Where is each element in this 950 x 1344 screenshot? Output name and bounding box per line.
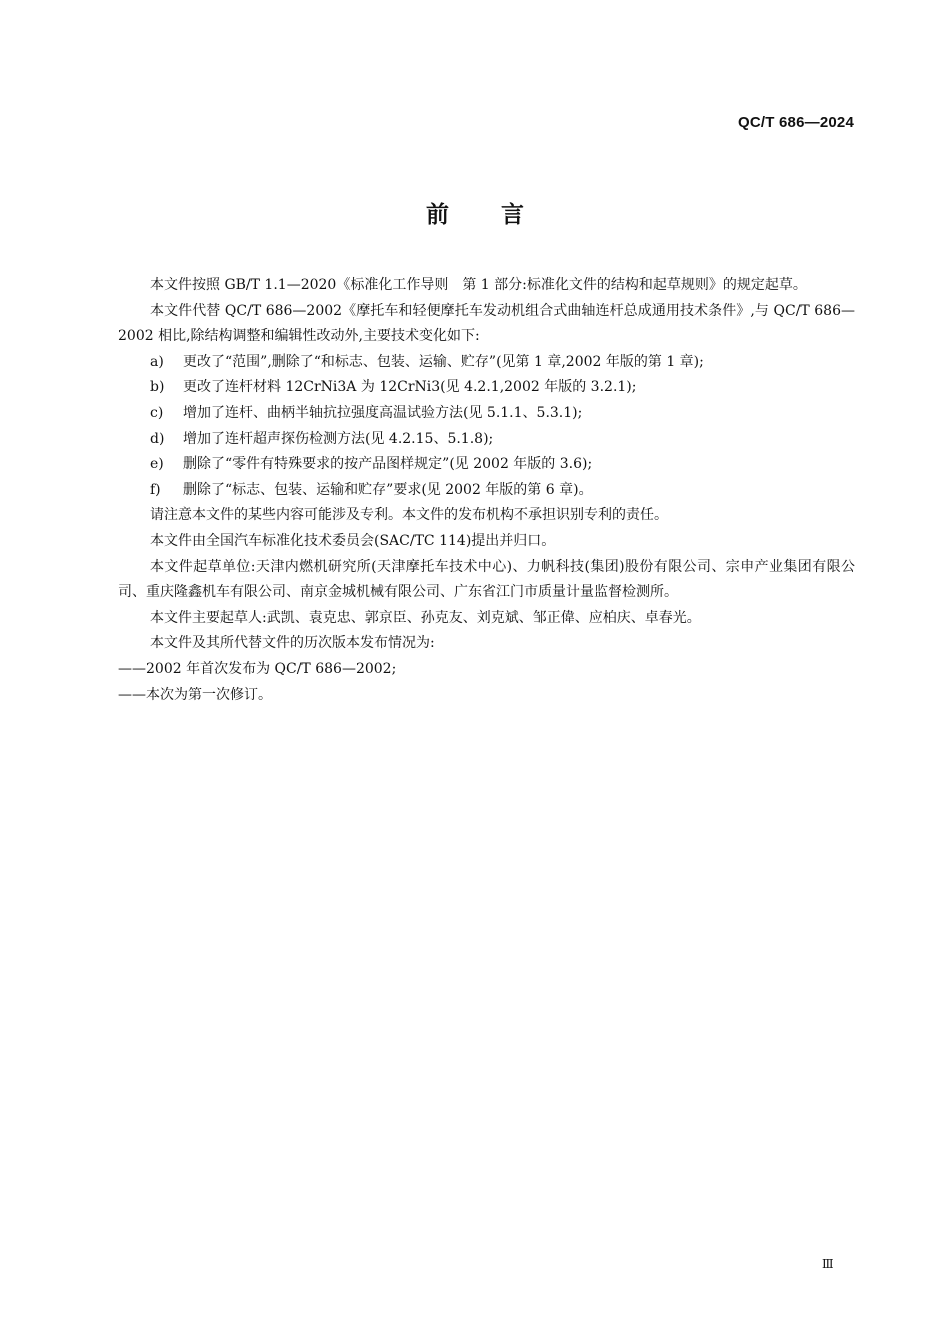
item-label: c) <box>150 404 164 421</box>
change-item-b <box>118 375 855 401</box>
paragraph-replacement: 本文件代替 QC/T 686—2002《摩托车和轻便摩托车发动机组合式曲轴连杆总成通用技术条件》,与 QC/T 686—2002 相比,除结构调整和编辑性改动外,主要技术变化如下: <box>118 302 855 345</box>
item-label: a) <box>150 353 164 370</box>
page-title <box>0 196 950 229</box>
history-item-1: ——2002 年首次发布为 QC/T 686—2002; <box>118 660 397 677</box>
item-label: b) <box>150 379 165 396</box>
change-item-c <box>118 401 855 427</box>
item-label: e) <box>150 456 164 473</box>
paragraph-patent-notice: 请注意本文件的某些内容可能涉及专利。本文件的发布机构不承担识别专利的责任。 <box>150 507 668 524</box>
change-item-a <box>118 350 855 376</box>
item-text: 增加了连杆、曲柄半轴抗拉强度高温试验方法(见 5.1.1、5.3.1); <box>183 404 583 421</box>
paragraph-drafting-rules: 本文件按照 GB/T 1.1—2020《标准化工作导则 第 1 部分:标准化文件的结构和起草规则》的规定起草。 <box>150 277 807 293</box>
change-item-e <box>118 452 855 478</box>
item-text: 删除了“零件有特殊要求的按产品图样规定”(见 2002 年版的 3.6); <box>183 456 593 473</box>
paragraph-proposer: 本文件由全国汽车标准化技术委员会(SAC/TC 114)提出并归口。 <box>150 532 556 549</box>
foreword-body <box>118 273 855 708</box>
paragraph-history-intro: 本文件及其所代替文件的历次版本发布情况为: <box>150 635 435 652</box>
title-char-2: 言 <box>501 202 524 228</box>
item-text: 增加了连杆超声探伤检测方法(见 4.2.15、5.1.8); <box>183 430 494 447</box>
item-text: 更改了“范围”,删除了“和标志、包装、运输、贮存”(见第 1 章,2002 年版的第 1 章); <box>183 353 704 370</box>
history-item-2: ——本次为第一次修订。 <box>118 686 272 703</box>
item-label: f) <box>150 481 161 498</box>
item-label: d) <box>150 430 165 447</box>
change-item-d <box>118 427 855 453</box>
document-code: QC/T 686—2024 <box>738 114 854 131</box>
paragraph-drafters: 本文件主要起草人:武凯、袁克忠、郭京臣、孙克友、刘克斌、邹正偉、应柏庆、卓春光。 <box>150 609 701 626</box>
item-text: 更改了连杆材料 12CrNi3A 为 12CrNi3(见 4.2.1,2002 年版的 3.2.1); <box>183 379 637 396</box>
title-char-1: 前 <box>426 202 449 228</box>
paragraph-drafting-units: 本文件起草单位:天津内燃机研究所(天津摩托车技术中心)、力帆科技(集团)股份有限公司、宗申产业集团有限公司、重庆隆鑫机车有限公司、南京金城机械有限公司、广东省江门市质量计量监督检测所。 <box>118 558 855 601</box>
item-text: 删除了“标志、包装、运输和贮存”要求(见 2002 年版的第 6 章)。 <box>183 481 593 498</box>
page-number: Ⅲ <box>822 1257 834 1271</box>
change-item-f <box>118 478 855 504</box>
